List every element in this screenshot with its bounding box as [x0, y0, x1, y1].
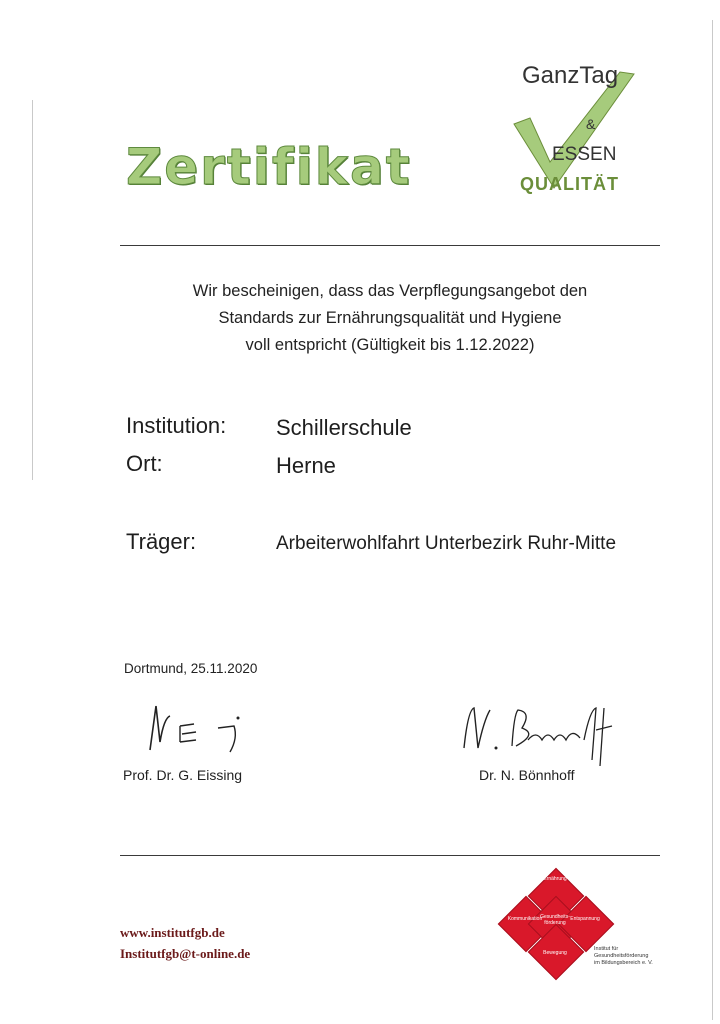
certificate-title: Zertifikat [126, 138, 412, 196]
diamond-label-bottom: Bewegung [543, 950, 567, 956]
email-link[interactable]: Institutfgb@t-online.de [120, 946, 251, 961]
diamond-label-center: Gesundheits-förderung [540, 914, 570, 926]
statement-line-2: Standards zur Ernährungsqualität und Hygiene [218, 309, 562, 327]
ort-label: Ort: [126, 451, 163, 476]
top-divider [120, 245, 660, 246]
institution-value: Schillerschule [276, 415, 412, 440]
ganztag-essen-logo [500, 58, 650, 208]
traeger-label: Träger: [126, 529, 197, 554]
signatory-left: Prof. Dr. G. Eissing [123, 767, 243, 783]
institute-logo [496, 870, 666, 980]
scan-edge-left [32, 100, 33, 480]
logo-text-qualitaet: QUALITÄT [520, 174, 619, 194]
logo-text-essen: ESSEN [552, 144, 617, 165]
ort-value: Herne [276, 453, 336, 478]
institution-label: Institution: [126, 413, 227, 438]
traeger-value: Arbeiterwohlfahrt Unterbezirk Ruhr-Mitte [276, 533, 617, 554]
certification-statement [120, 278, 660, 359]
bottom-divider [120, 855, 660, 856]
statement-line-1: Wir bescheinigen, dass das Verpflegungsangebot den [192, 282, 588, 300]
logo-text-ganztag: GanzTag [522, 62, 619, 89]
logo-text-amp: & [586, 116, 596, 132]
place-date: Dortmund, 25.11.2020 [124, 661, 258, 676]
scan-edge-right [712, 20, 713, 1020]
signatory-right: Dr. N. Bönnhoff [479, 767, 575, 783]
signature-boennhoff [456, 700, 626, 770]
signature-eissing [130, 698, 260, 758]
diamond-label-top: Ernährung [543, 876, 567, 882]
website-link[interactable]: www.institutfgb.de [120, 925, 225, 940]
statement-line-3: voll entspricht (Gültigkeit bis 1.12.2022) [245, 336, 535, 354]
institute-name: Institut für Gesundheitsförderung im Bildungsbereich e. V. [594, 946, 653, 966]
diamond-label-left: Kommunikation [507, 916, 543, 922]
diamond-label-right: Entspannung [570, 916, 600, 922]
